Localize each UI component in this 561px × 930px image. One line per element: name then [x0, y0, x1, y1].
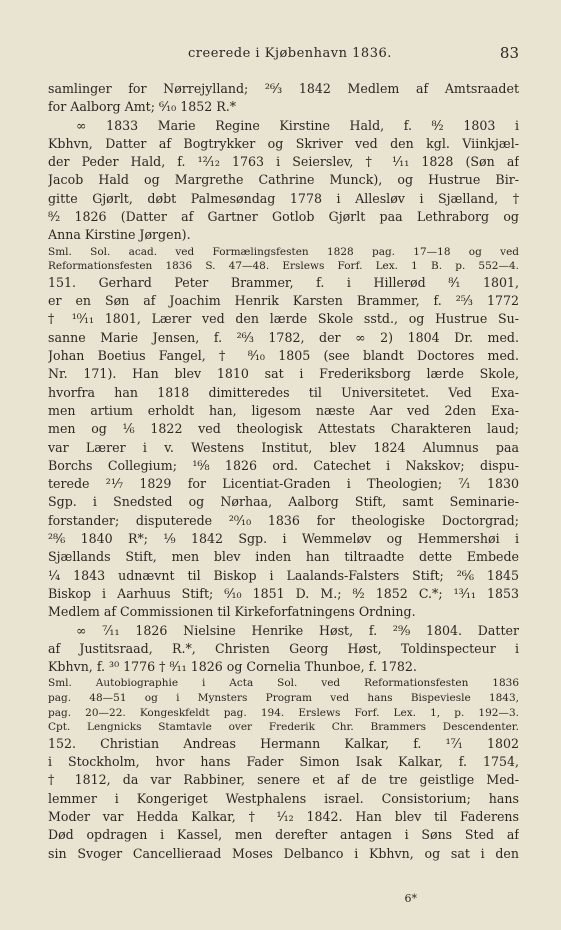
text-line: Jacob Hald og Margrethe Cathrine Munck), og Hustrue Bir-	[48, 172, 519, 188]
text-line: ∞ 1833 Marie Regine Kirstine Hald, f. ⁸⁄₂ 1803 i	[76, 117, 519, 133]
text-line: ⁸⁄₂ 1826 (Datter af Gartner Gotlob Gjørlt paa Lethraborg og	[48, 209, 519, 225]
text-line: var Lærer i v. Westens Institut, blev 1824 Alumnus paa	[48, 439, 519, 455]
page-header	[48, 44, 519, 66]
text-line: Nr. 171). Han blev 1810 sat i Frederiksborg lærde Skole,	[48, 366, 519, 382]
text-line: Sml. Sol. acad. ved Formælingsfesten 1828 pag. 17—18 og ved	[48, 245, 519, 258]
text-line: er en Søn af Joachim Henrik Karsten Brammer, f. ²⁵⁄₃ 1772	[48, 293, 519, 309]
page-number: 83	[499, 44, 519, 62]
text-line: 152. Christian Andreas Hermann Kalkar, f. ¹⁷⁄₁ 1802	[48, 735, 519, 751]
text-line: 151. Gerhard Peter Brammer, f. i Hillerød ⁸⁄₁ 1801,	[48, 274, 519, 290]
text-line: sanne Marie Jensen, f. ²⁶⁄₃ 1782, der ∞ 2) 1804 Dr. med.	[48, 329, 519, 345]
text-line: † ¹⁰⁄₁₁ 1801, Lærer ved den lærde Skole sstd., og Hustrue Su-	[48, 311, 519, 327]
text-line: Borchs Collegium; ¹⁶⁄₈ 1826 ord. Catechet i Nakskov; dispu-	[48, 457, 519, 473]
text-line: † 1812, da var Rabbiner, senere et af de tre geistlige Med-	[48, 772, 519, 788]
text-line: Biskop i Aarhuus Stift; ⁶⁄₁₀ 1851 D. M.; ⁸⁄₂ 1852 C.*; ¹³⁄₁₁ 1853	[48, 585, 519, 601]
text-line: men artium erholdt han, ligesom næste Aar ved 2den Exa-	[48, 402, 519, 418]
text-line: samlinger for Nørrejylland; ²⁶⁄₃ 1842 Medlem af Amtsraadet	[48, 81, 519, 96]
text-line: der Peder Hald, f. ¹²⁄₁₂ 1763 i Seierslev, † ¹⁄₁₁ 1828 (Søn af	[48, 154, 519, 170]
text-line: Medlem af Commissionen til Kirkeforfatningens Ordning.	[48, 604, 416, 620]
text-line: Anna Kirstine Jørgen).	[48, 227, 191, 243]
text-line: men og ¹⁄₆ 1822 ved theologisk Attestats Charakteren laud;	[48, 421, 519, 437]
text-line: ²⁸⁄₆ 1840 R*; ¹⁄₉ 1842 Sgp. i Wemmeløv og Hemmershøi i	[48, 531, 519, 547]
text-line: terede ²¹⁄₇ 1829 for Licentiat-Graden i Theologien; ⁷⁄₁ 1830	[48, 476, 519, 492]
text-line: sin Svoger Cancellieraad Moses Delbanco i Kbhvn, og sat i den	[48, 845, 519, 861]
text-line: lemmer i Kongeriget Westphalens israel. Consistorium; hans	[48, 790, 519, 806]
text-line: Moder var Hedda Kalkar, † ¹⁄₁₂ 1842. Han blev til Faderens	[48, 808, 519, 824]
text-line: af Justitsraad, R.*, Christen Georg Høst, Toldinspecteur i	[48, 640, 519, 656]
text-line: Sjællands Stift, men blev inden han tiltraadte dette Embede	[48, 549, 519, 565]
text-line: forstander; disputerede ²⁰⁄₁₀ 1836 for theologiske Doctorgrad;	[48, 512, 519, 528]
text-line: Kbhvn, f. ³⁰ 1776 † ⁸⁄₁₁ 1826 og Cornelia Thunboe, f. 1782.	[48, 659, 417, 675]
text-line: Cpt. Lengnicks Stamtavle over Frederik Chr. Brammers Descendenter.	[48, 721, 519, 734]
text-line: Død opdragen i Kassel, men derefter antagen i Søns Sted af	[48, 827, 519, 843]
text-line: hvorfra han 1818 dimitteredes til Universitetet. Ved Exa-	[48, 384, 519, 400]
text-line: pag. 20—22. Kongeskfeldt pag. 194. Erslews Forf. Lex. 1, p. 192—3.	[48, 706, 519, 719]
text-line: Johan Boetius Fangel, † ⁸⁄₁₀ 1805 (see blandt Doctores med.	[48, 348, 519, 364]
text-line: Sgp. i Snedsted og Nørhaa, Aalborg Stift, samt Seminarie-	[48, 494, 519, 510]
running-title: creerede i Kjøbenhavn 1836.	[188, 46, 392, 61]
text-line: i Stockholm, hvor hans Fader Simon Isak Kalkar, f. 1754,	[48, 754, 519, 770]
text-body	[48, 80, 519, 863]
text-line: pag. 48—51 og i Mynsters Program ved hans Bispeviesle 1843,	[48, 691, 519, 704]
text-line: Kbhvn, Datter af Bogtrykker og Skriver ved den kgl. Viinkjæl-	[48, 135, 519, 151]
text-line: gitte Gjørlt, døbt Palmesøndag 1778 i Allesløv i Sjælland, †	[48, 190, 519, 206]
signature-mark: 6*	[404, 892, 417, 905]
text-line: ¹⁄₄ 1843 udnævnt til Biskop i Laalands-Falsters Stift; ²⁶⁄₆ 1845	[48, 567, 519, 583]
text-line: Reformationsfesten 1836 S. 47—48. Erslews Forf. Lex. 1 B. p. 552—4.	[48, 260, 519, 273]
text-line: ∞ ⁷⁄₁₁ 1826 Nielsine Henrike Høst, f. ²⁹⁄₉ 1804. Datter	[76, 622, 519, 638]
text-line: Sml. Autobiographie i Acta Sol. ved Reformationsfesten 1836	[48, 677, 519, 690]
text-line: for Aalborg Amt; ⁶⁄₁₀ 1852 R.*	[48, 99, 237, 115]
